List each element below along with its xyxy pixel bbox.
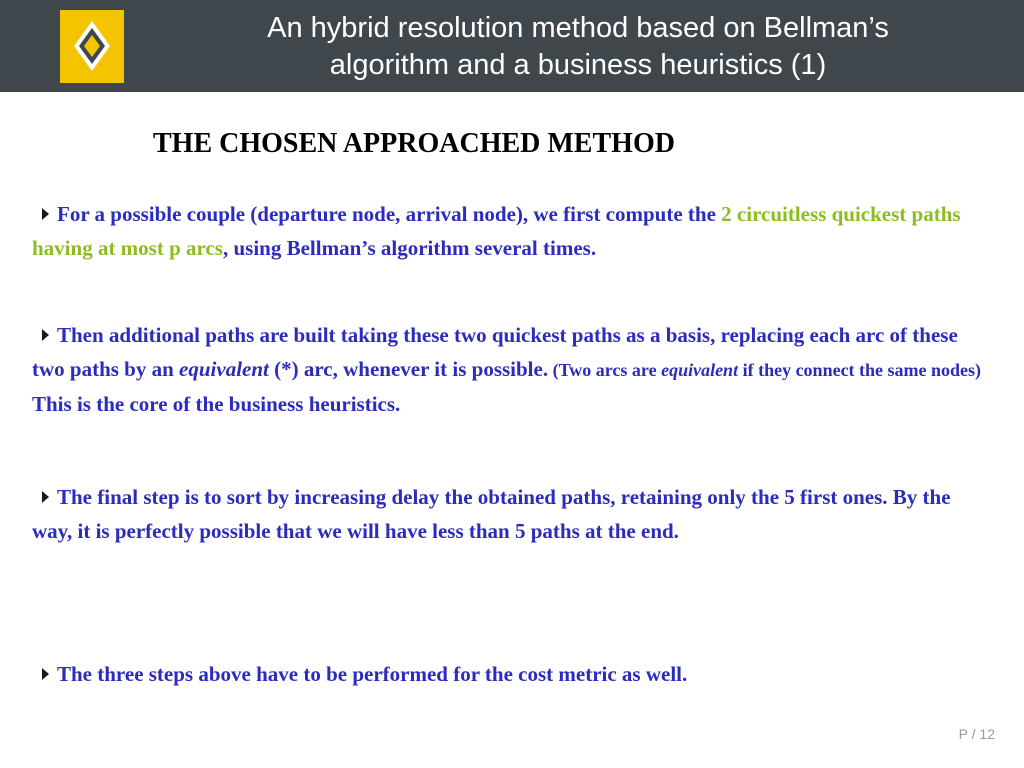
paragraph-2	[32, 318, 982, 421]
page-number: P / 12	[958, 726, 995, 742]
slide-title	[150, 10, 1006, 84]
slide-title-line-1: An hybrid resolution method based on Bellman’s	[267, 12, 889, 44]
triangle-right-icon	[42, 208, 49, 220]
paragraph-1-text-a: For a possible couple (departure node, arrival node), we first compute the	[57, 202, 716, 226]
paragraph-3	[32, 480, 982, 548]
paragraph-4-text: The three steps above have to be performed for the cost metric as well.	[57, 662, 688, 686]
slide-title-line-2: algorithm and a business heuristics (1)	[329, 49, 827, 81]
paragraph-2-core-line: This is the core of the business heuristics.	[32, 392, 401, 416]
paragraph-2-note	[548, 360, 981, 380]
diamond-logo	[60, 10, 124, 83]
paragraph-2-text-c: (*) arc, whenever it is possible.	[268, 357, 549, 381]
diamond-logo-icon	[60, 10, 124, 83]
paragraph-2-italic-1: equivalent	[179, 357, 269, 381]
triangle-right-icon	[42, 491, 49, 503]
paragraph-1	[32, 197, 982, 265]
paragraph-1-text-c: , using Bellman’s algorithm several times.	[222, 236, 597, 260]
paragraph-4	[32, 657, 982, 691]
paragraph-3-text: The final step is to sort by increasing delay the obtained paths, retaining only the 5 first ones. By the way, it is perfectly possible that we will have less than 5 paths at the end.	[32, 485, 951, 543]
paragraph-2-note-b: if they connect the same nodes)	[738, 360, 982, 380]
header-bar	[0, 0, 1024, 92]
paragraph-2-italic-2: equivalent	[661, 360, 739, 380]
triangle-right-icon	[42, 329, 49, 341]
triangle-right-icon	[42, 668, 49, 680]
section-heading: THE CHOSEN APPROACHED METHOD	[153, 128, 675, 159]
paragraph-1-highlight: 2 circuitless quickest paths having at most p arcs	[32, 202, 961, 260]
paragraph-2-text-a: Then additional paths are built taking these two quickest paths as a basis, replacing each arc of these two paths by an	[32, 323, 958, 381]
paragraph-2-note-a: (Two arcs are	[548, 360, 662, 380]
